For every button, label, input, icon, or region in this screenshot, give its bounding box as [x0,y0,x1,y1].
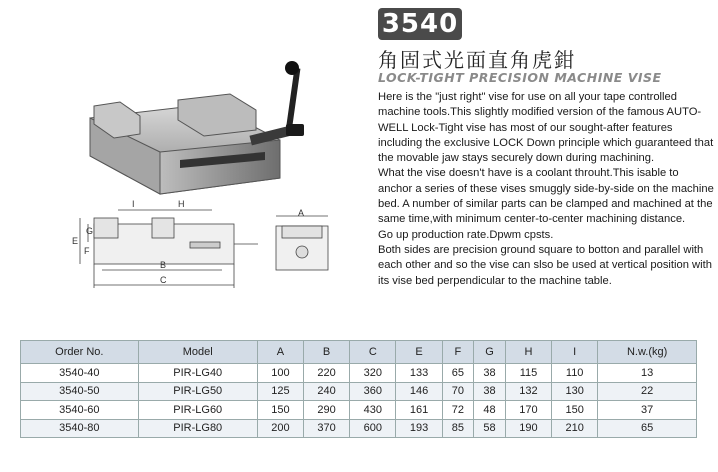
column-header: G [474,341,506,364]
table-cell: 210 [552,419,598,438]
table-cell: 150 [552,401,598,420]
column-header: H [505,341,551,364]
vise-product-photo [80,60,330,195]
dim-label-c: C [160,275,167,285]
table-cell: PIR-LG60 [138,401,257,420]
column-header: F [442,341,474,364]
table-cell: 48 [474,401,506,420]
dim-label-f: F [84,246,90,256]
front-view-diagram [268,208,338,278]
table-cell: 115 [505,364,551,383]
table-cell: 146 [396,382,442,401]
table-row [21,364,697,383]
table-cell: 110 [552,364,598,383]
column-header: A [257,341,303,364]
table-cell: 132 [505,382,551,401]
table-cell: 22 [598,382,697,401]
column-header: Model [138,341,257,364]
table-cell: PIR-LG50 [138,382,257,401]
dim-label-i: I [132,199,135,209]
table-cell: 13 [598,364,697,383]
description-paragraph: Go up production rate.Dpwm cpsts. [378,228,554,241]
column-header: B [304,341,350,364]
description-paragraph: What the vise doesn't have is a coolant throuht.This isable to anchor a series of these vises smuggly side-by-side on the machine bed. A number of similar parts can be clamped and machined at the same time,with minimum center-to-center machining distance. [378,167,714,226]
table-cell: 37 [598,401,697,420]
table-row [21,401,697,420]
table-cell: 65 [442,364,474,383]
table-cell: 320 [350,364,396,383]
table-cell: 58 [474,419,506,438]
table-cell: 161 [396,401,442,420]
table-cell: 370 [304,419,350,438]
table-cell: 190 [505,419,551,438]
table-cell: PIR-LG40 [138,364,257,383]
table-row [21,419,697,438]
english-title: LOCK-TIGHT PRECISION MACHINE VISE [378,70,662,85]
table-cell: 360 [350,382,396,401]
model-code-badge: 3540 [378,8,462,40]
table-cell: 220 [304,364,350,383]
table-cell: 3540-50 [21,382,139,401]
specification-table [20,340,697,438]
table-cell: 430 [350,401,396,420]
dim-label-b: B [160,260,167,270]
dim-label-g: G [86,226,94,236]
table-cell: 85 [442,419,474,438]
side-view-diagram [72,198,262,300]
table-cell: 70 [442,382,474,401]
dim-label-h: H [178,199,185,209]
column-header: I [552,341,598,364]
description-paragraph: Both sides are precision ground square to botton and parallel with each other and so the vise can slso be used at vertical position with its vise bed perpendicular to the machine table. [378,243,712,287]
table-cell: 3540-80 [21,419,139,438]
column-header: N.w.(kg) [598,341,697,364]
table-cell: 38 [474,364,506,383]
table-cell: 125 [257,382,303,401]
dim-label-a: A [298,208,305,218]
chinese-title: 角固式光面直角虎鉗 [378,48,576,72]
column-header: Order No. [21,341,139,364]
table-cell: 240 [304,382,350,401]
table-cell: 193 [396,419,442,438]
table-cell: 3540-40 [21,364,139,383]
table-row [21,382,697,401]
column-header: C [350,341,396,364]
table-cell: 170 [505,401,551,420]
product-description [378,90,714,289]
table-cell: 600 [350,419,396,438]
table-cell: 3540-60 [21,401,139,420]
table-cell: 100 [257,364,303,383]
dim-label-e: E [72,236,79,246]
column-header: E [396,341,442,364]
table-cell: 38 [474,382,506,401]
table-cell: 72 [442,401,474,420]
table-cell: 290 [304,401,350,420]
description-paragraph: Here is the "just right" vise for use on all your tape controlled machine tools.This slightly modified version of the famous AUTO-WELL Lock-Tight vise has most of our sought-after features including the exclusive LOCK Down principle which guaranteed that the movable jaw stays securely down during machining. [378,91,714,165]
table-cell: 130 [552,382,598,401]
table-cell: 65 [598,419,697,438]
table-header-row [21,341,697,364]
table-cell: 150 [257,401,303,420]
table-cell: PIR-LG80 [138,419,257,438]
table-cell: 200 [257,419,303,438]
table-cell: 133 [396,364,442,383]
